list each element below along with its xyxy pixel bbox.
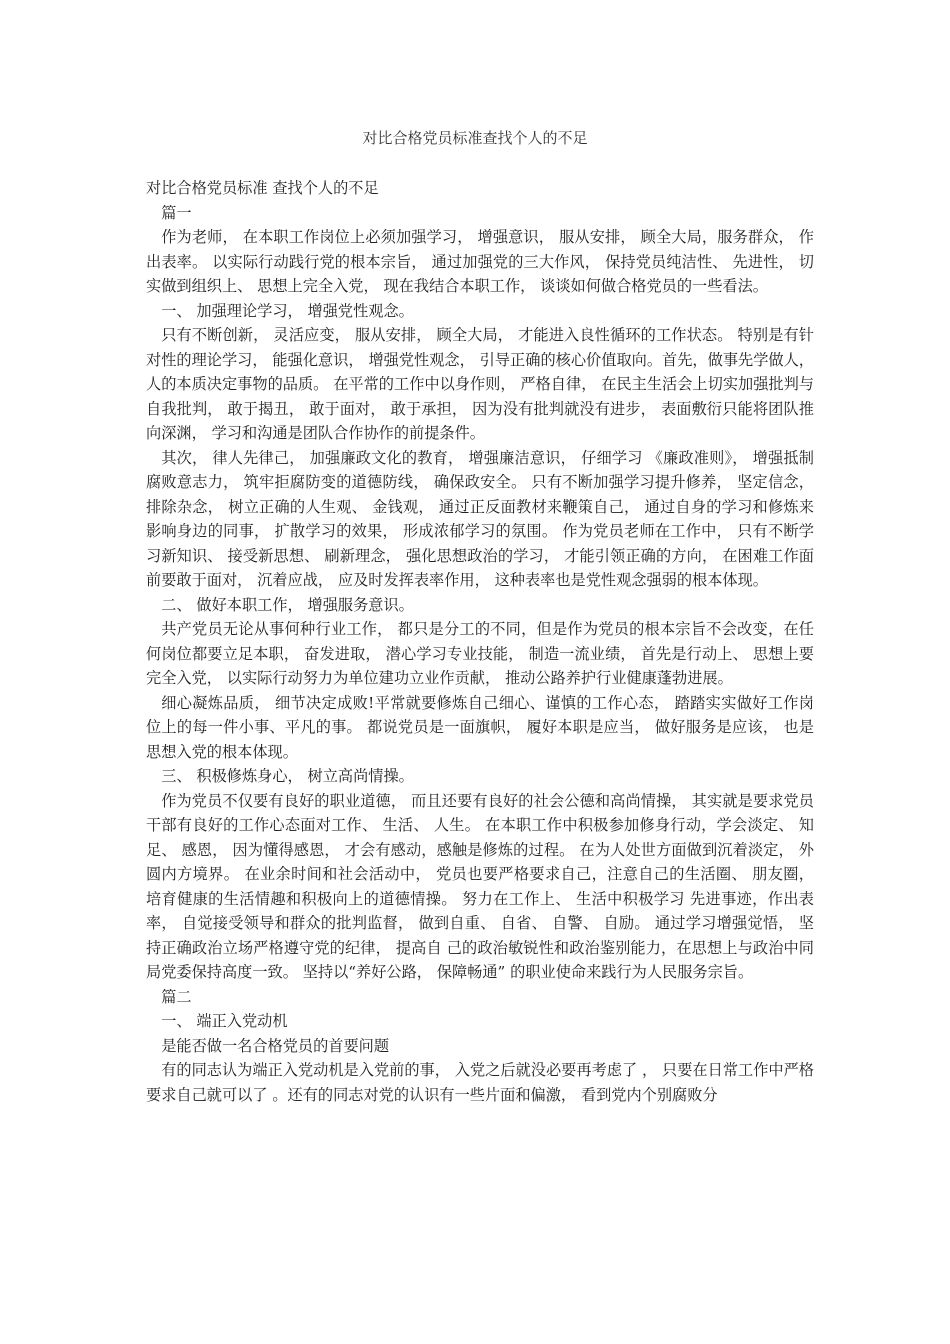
document-title: 对比合格党员标准查找个人的不足 [362,129,588,147]
paragraph: 作为老师， 在本职工作岗位上必须加强学习， 增强意识， 服从安排， 顾全大局，服务群众， 作出表率。 以实际行动践行党的根本宗旨， 通过加强党的三大作风， 保持党员纯洁性、 先进性， 切实做到组织上、 思想上完全入党， 现在我结合本职工作， 谈谈如何做合格党员的一些看法。 [146,228,814,295]
paragraph: 是能否做一名合格党员的首要问题 [161,1036,389,1055]
paragraph: 有的同志认为端正入党动机是入党前的事， 入党之后就没必要再考虑了 ， 只要在日常工作中严格要求自己就可以了 。还有的同志对党的认识有一些片面和偏激， 看到党内个别腐败分 [146,1061,814,1104]
section-heading: 三、 积极修炼身心， 树立高尚情操。 [161,767,414,785]
paragraph: 作为党员不仅要有良好的职业道德， 而且还要有良好的社会公德和高尚情操， 其实就是要求党员干部有良好的工作心态面对工作、 生活、 人生。 在本职工作中积极参加修身行动，学会淡定、 知足、 感恩， 因为懂得感恩， 才会有感动，感触是修炼的过程。 在为人处世方面做到沉着淡定， 外圆内方境界。 在业余时间和社会活动中， 党员也要严格要求自己，注意自己的生活圈、 朋友圈， 培育健康的生活情趣和积极向上的道德情操。 努力在工作上、 生活中积极学习 先进事迹，作出表率， 自觉接受领导和群众的批判监督， 做到自重、 自省、 自警、 自励。 通过学习增强觉悟， 坚持正确政治立场严格遵守党的纪律， 提高自 己的政治敏锐性和政治鉴别能力，在思想上与政治中同局党委保持高度一致。 坚持以“养好公路， 保障畅通” 的职业使命来践行为人民服务宗旨。 [146,791,814,981]
paragraph: 只有不断创新， 灵活应变， 服从安排， 顾全大局， 才能进入良性循环的工作状态。 特别是有针对性的理论学习， 能强化意识， 增强党性观念， 引导正确的核心价值取向。首先，做事先学做人， 人的本质决定事物的品质。 在平常的工作中以身作则， 严格自律， 在民主生活会上切实加强批判与自我批判， 敢于揭丑， 敢于面对， 敢于承担， 因为没有批判就没有进步， 表面敷衍只能将团队推向深渊， 学习和沟通是团队合作协作的前提条件。 [146,326,814,442]
section-heading: 一、 端正入党动机 [161,1012,288,1030]
paragraph: 细心凝炼品质， 细节决定成败!平常就要修炼自己细心、谨慎的工作心态， 踏踏实实做好工作岗位上的每一件小事、平凡的事。 都说党员是一面旗帜， 履好本职是应当， 做好服务是应该， 也是思想入党的根本体现。 [146,693,814,761]
section-heading: 一、 加强理论学习， 增强党性观念。 [161,301,414,320]
section-heading: 二、 做好本职工作， 增强服务意识。 [161,595,414,614]
paragraph: 其次， 律人先律己， 加强廉政文化的教育， 增强廉洁意识， 仔细学习 《廉政准则》， 增强抵制腐败意志力， 筑牢拒腐防变的道德防线， 确保政安全。 只有不断加强学习提升修养， 坚定信念， 排除杂念， 树立正确的人生观、 金钱观， 通过正反面教材来鞭策自己， 通过自身的学习和修炼来影响身边的同事， 扩散学习的效果， 形成浓郁学习的氛围。 作为党员老师在工作中， 只有不断学习新知识、 接受新思想、 刷新理念， 强化思想政治的学习， 才能引领正确的方向， 在困难工作面前要敢于面对， 沉着应战， 应及时发挥表率作用， 这种表率也是党性观念强弱的根本体现。 [146,448,814,589]
subtitle-line: 对比合格党员标准 查找个人的不足 [146,179,379,197]
section-heading-part-two: 篇二 [161,987,192,1006]
document-body [146,176,814,1107]
section-heading-part-one: 篇一 [161,203,192,222]
paragraph: 共产党员无论从事何种行业工作， 都只是分工的不同，但是作为党员的根本宗旨不会改变，在任何岗位都要立足本职， 奋发进取， 潜心学习专业技能， 制造一流业绩， 首先是行动上、 思想上要完全入党， 以实际行动努力为单位建功立业作贡献， 推动公路养护行业健康蓬勃进展。 [146,620,814,687]
